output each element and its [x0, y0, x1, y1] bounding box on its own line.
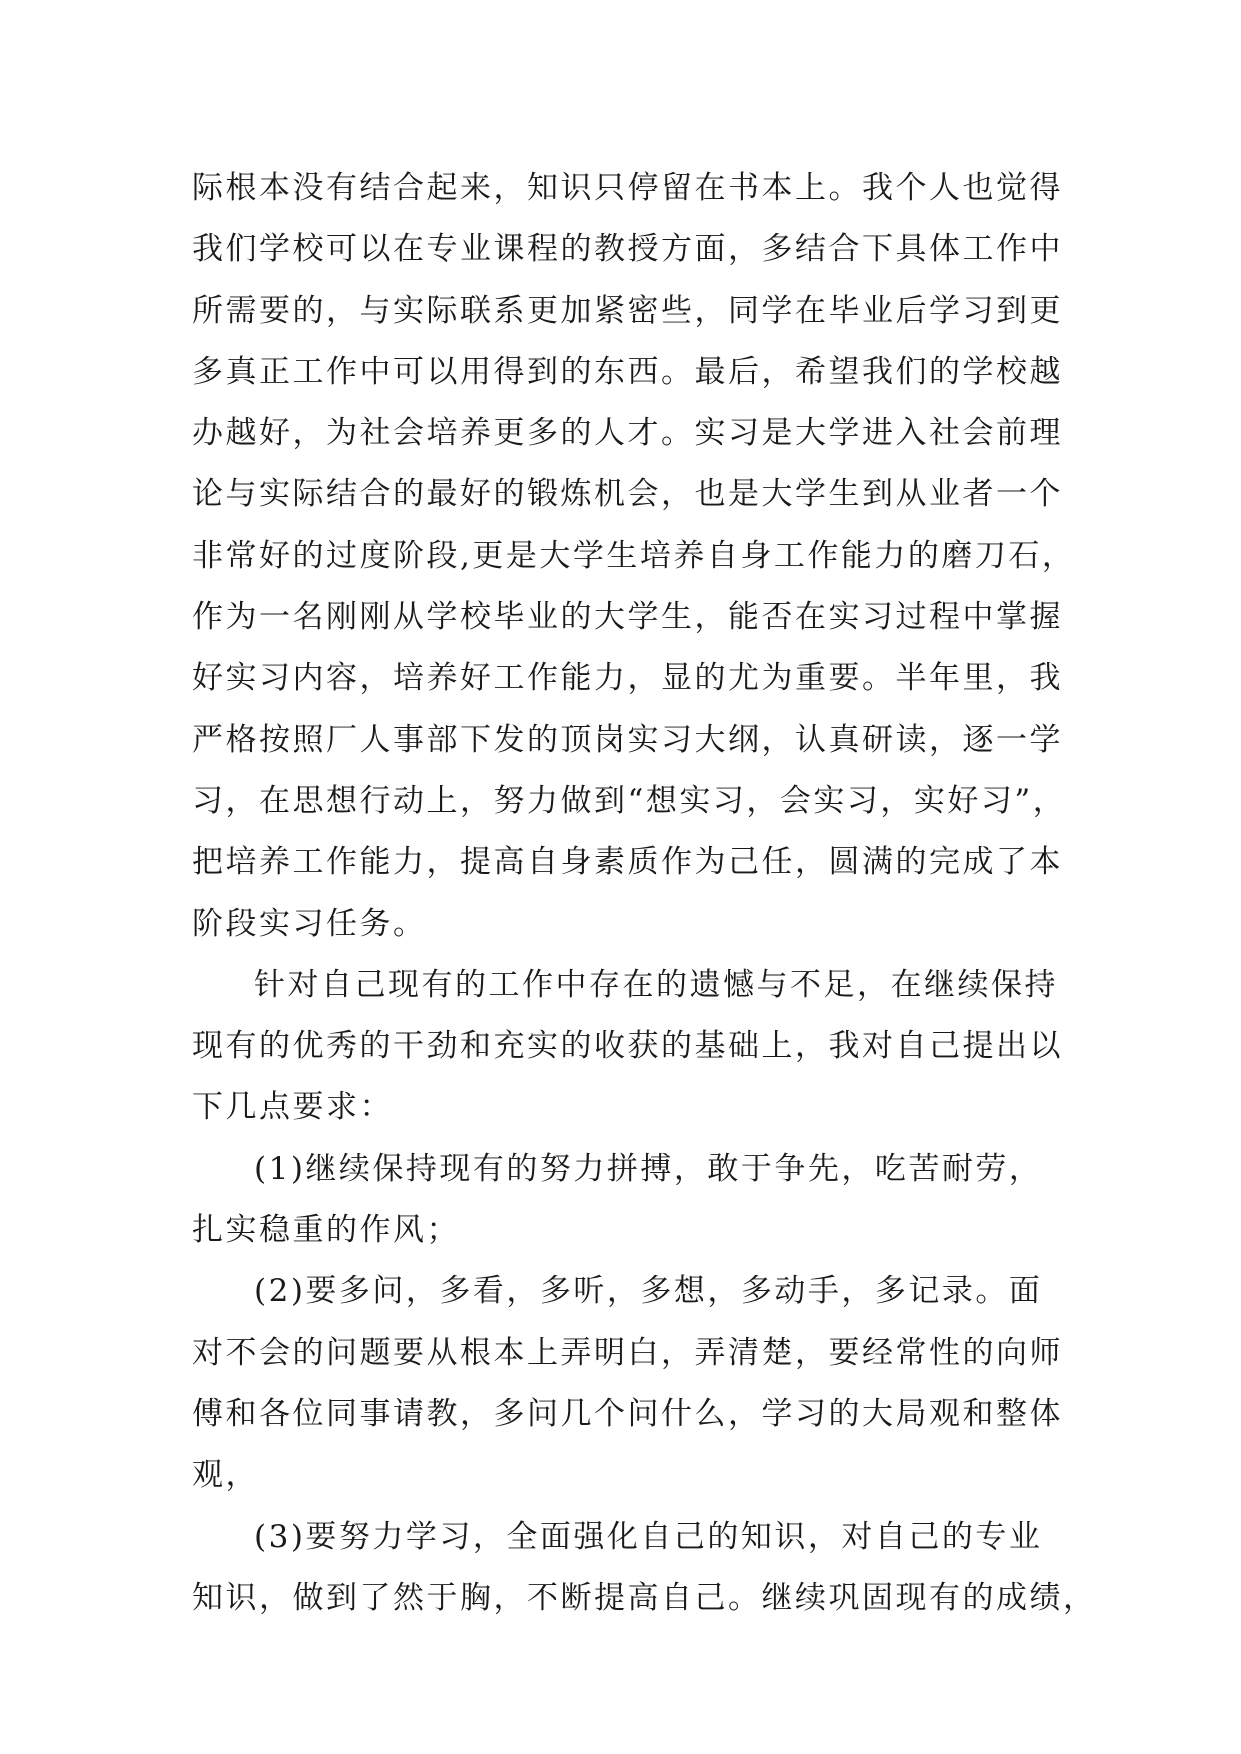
text-line: (1)继续保持现有的努力拼搏，敢于争先，吃苦耐劳， — [254, 1150, 1043, 1187]
text-line: 把培养工作能力，提高自身素质作为己任，圆满的完成了本 — [192, 844, 1063, 881]
text-line: 论与实际结合的最好的锻炼机会，也是大学生到从业者一个 — [192, 476, 1063, 513]
text-line: 扎实稳重的作风； — [192, 1212, 460, 1249]
text-line: 作为一名刚刚从学校毕业的大学生，能否在实习过程中掌握 — [192, 599, 1063, 636]
text-line: (2)要多问，多看，多听，多想，多动手，多记录。面 — [254, 1273, 1043, 1310]
text-line: 习，在思想行动上，努力做到“想实习，会实习，实好习”， — [192, 782, 1067, 819]
text-line: 对不会的问题要从根本上弄明白，弄清楚，要经常性的向师 — [192, 1334, 1063, 1371]
text-line: 际根本没有结合起来，知识只停留在书本上。我个人也觉得 — [192, 170, 1063, 206]
text-line: 观， — [192, 1457, 259, 1494]
text-line: 办越好，为社会培养更多的人才。实习是大学进入社会前理 — [192, 415, 1063, 452]
text-line: 下几点要求： — [192, 1089, 393, 1126]
text-line: (3)要努力学习，全面强化自己的知识，对自己的专业 — [254, 1518, 1043, 1555]
text-line: 严格按照厂人事部下发的顶岗实习大纲，认真研读，逐一学 — [192, 721, 1063, 758]
text-line: 非常好的过度阶段,更是大学生培养自身工作能力的磨刀石， — [192, 537, 1076, 574]
text-line: 好实习内容，培养好工作能力，显的尤为重要。半年里，我 — [192, 660, 1063, 697]
text-line: 傅和各位同事请教，多问几个问什么，学习的大局观和整体 — [192, 1395, 1063, 1432]
text-line: 多真正工作中可以用得到的东西。最后，希望我们的学校越 — [192, 353, 1063, 390]
text-line: 现有的优秀的干劲和充实的收获的基础上，我对自己提出以 — [192, 1028, 1063, 1065]
body-text — [192, 158, 1097, 1629]
text-line: 知识，做到了然于胸，不断提高自己。继续巩固现有的成绩， — [192, 1579, 1097, 1616]
text-line: 阶段实习任务。 — [192, 905, 427, 942]
text-line: 针对自己现有的工作中存在的遗憾与不足，在继续保持 — [254, 966, 1058, 1003]
text-line: 所需要的，与实际联系更加紧密些，同学在毕业后学习到更 — [192, 292, 1063, 329]
text-line: 我们学校可以在专业课程的教授方面，多结合下具体工作中 — [192, 231, 1063, 268]
